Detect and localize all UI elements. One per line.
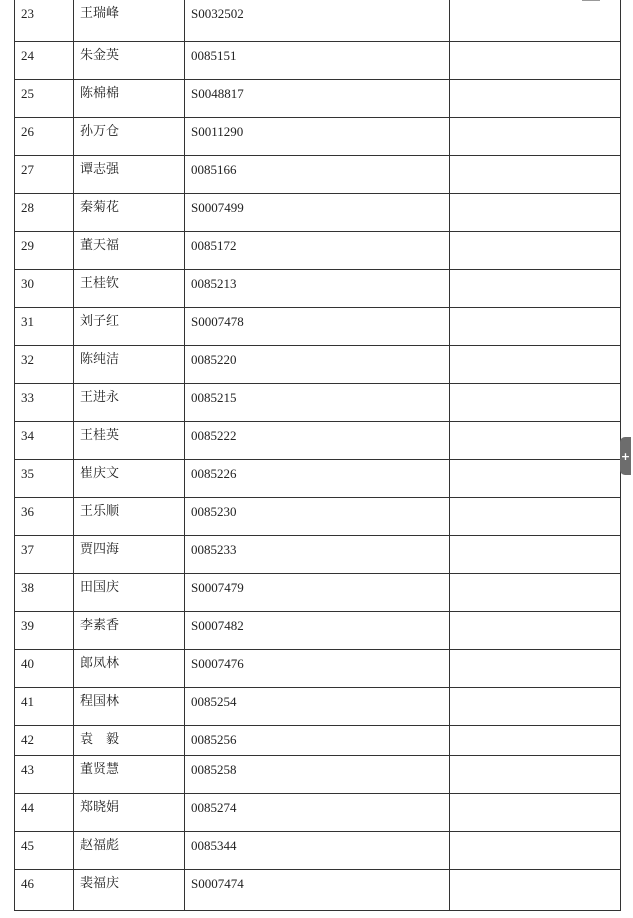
- row-blank-cell: [450, 870, 621, 911]
- row-name: 袁 毅: [74, 726, 185, 756]
- row-number: 24: [15, 42, 74, 80]
- row-id: 0085172: [185, 232, 450, 270]
- table-row: [15, 870, 621, 911]
- row-name: 董天福: [74, 232, 185, 270]
- row-name: 王桂钦: [74, 270, 185, 308]
- row-number: 28: [15, 194, 74, 232]
- row-name: 崔庆文: [74, 460, 185, 498]
- row-blank-cell: [450, 384, 621, 422]
- row-name: 郎凤林: [74, 650, 185, 688]
- row-id: 0085258: [185, 756, 450, 794]
- table-row: [15, 422, 621, 460]
- row-blank-cell: [450, 194, 621, 232]
- row-blank-cell: [450, 346, 621, 384]
- row-id: 0085222: [185, 422, 450, 460]
- roster-table: [14, 0, 621, 911]
- row-name: 陈棉棉: [74, 80, 185, 118]
- row-id: 0085226: [185, 460, 450, 498]
- row-id: S0007474: [185, 870, 450, 911]
- row-blank-cell: [450, 794, 621, 832]
- row-blank-cell: [450, 612, 621, 650]
- table-row: [15, 574, 621, 612]
- row-blank-cell: [450, 688, 621, 726]
- plus-icon: +: [620, 449, 631, 463]
- table-row: [15, 498, 621, 536]
- table-row: [15, 346, 621, 384]
- row-id: S0007478: [185, 308, 450, 346]
- row-id: 0085166: [185, 156, 450, 194]
- row-name: 王桂英: [74, 422, 185, 460]
- row-id: 0085215: [185, 384, 450, 422]
- row-id: 0085254: [185, 688, 450, 726]
- table-row: [15, 308, 621, 346]
- row-number: 25: [15, 80, 74, 118]
- row-number: 40: [15, 650, 74, 688]
- row-blank-cell: [450, 832, 621, 870]
- row-number: 32: [15, 346, 74, 384]
- row-name: 裴福庆: [74, 870, 185, 911]
- row-number: 43: [15, 756, 74, 794]
- row-id: 0085151: [185, 42, 450, 80]
- row-name: 孙万仓: [74, 118, 185, 156]
- row-number: 35: [15, 460, 74, 498]
- row-id: S0011290: [185, 118, 450, 156]
- row-number: 45: [15, 832, 74, 870]
- table-row: [15, 80, 621, 118]
- row-id: S0007499: [185, 194, 450, 232]
- table-row: [15, 650, 621, 688]
- row-number: 27: [15, 156, 74, 194]
- row-name: 赵福彪: [74, 832, 185, 870]
- row-blank-cell: [450, 232, 621, 270]
- row-name: 王进永: [74, 384, 185, 422]
- row-number: 26: [15, 118, 74, 156]
- row-number: 39: [15, 612, 74, 650]
- table-row: [15, 726, 621, 756]
- table-row: [15, 756, 621, 794]
- row-blank-cell: [450, 0, 621, 42]
- row-name: 秦菊花: [74, 194, 185, 232]
- table-row: [15, 794, 621, 832]
- row-number: 36: [15, 498, 74, 536]
- table-row: [15, 194, 621, 232]
- row-name: 董贤慧: [74, 756, 185, 794]
- row-blank-cell: [450, 118, 621, 156]
- row-blank-cell: [450, 498, 621, 536]
- row-number: 29: [15, 232, 74, 270]
- row-id: 0085220: [185, 346, 450, 384]
- row-number: 46: [15, 870, 74, 911]
- row-id: 0085274: [185, 794, 450, 832]
- row-name: 刘子红: [74, 308, 185, 346]
- roster-table-body: [15, 0, 621, 911]
- row-number: 33: [15, 384, 74, 422]
- row-name: 田国庆: [74, 574, 185, 612]
- table-row: [15, 0, 621, 42]
- row-number: 38: [15, 574, 74, 612]
- row-number: 37: [15, 536, 74, 574]
- row-number: 23: [15, 0, 74, 42]
- row-blank-cell: [450, 650, 621, 688]
- table-row: [15, 612, 621, 650]
- row-number: 30: [15, 270, 74, 308]
- table-row: [15, 270, 621, 308]
- table-row: [15, 536, 621, 574]
- row-name: 朱金英: [74, 42, 185, 80]
- row-name: 李素香: [74, 612, 185, 650]
- row-blank-cell: [450, 536, 621, 574]
- row-id: 0085213: [185, 270, 450, 308]
- row-id: 0085230: [185, 498, 450, 536]
- table-row: [15, 232, 621, 270]
- row-id: S0048817: [185, 80, 450, 118]
- row-blank-cell: [450, 308, 621, 346]
- row-number: 41: [15, 688, 74, 726]
- table-row: [15, 42, 621, 80]
- row-id: S0032502: [185, 0, 450, 42]
- row-blank-cell: [450, 726, 621, 756]
- row-blank-cell: [450, 42, 621, 80]
- row-number: 42: [15, 726, 74, 756]
- row-blank-cell: [450, 156, 621, 194]
- row-name: 郑晓娟: [74, 794, 185, 832]
- row-name: 贾四海: [74, 536, 185, 574]
- row-number: 34: [15, 422, 74, 460]
- row-blank-cell: [450, 422, 621, 460]
- row-blank-cell: [450, 756, 621, 794]
- table-row: [15, 688, 621, 726]
- row-name: 王瑞峰: [74, 0, 185, 42]
- row-id: 0085233: [185, 536, 450, 574]
- row-number: 31: [15, 308, 74, 346]
- row-name: 王乐顺: [74, 498, 185, 536]
- table-row: [15, 460, 621, 498]
- table-row: [15, 118, 621, 156]
- row-id: 0085256: [185, 726, 450, 756]
- table-row: [15, 384, 621, 422]
- row-number: 44: [15, 794, 74, 832]
- row-id: S0007476: [185, 650, 450, 688]
- row-name: 程国林: [74, 688, 185, 726]
- row-id: S0007482: [185, 612, 450, 650]
- row-name: 谭志强: [74, 156, 185, 194]
- row-blank-cell: [450, 574, 621, 612]
- row-blank-cell: [450, 80, 621, 118]
- row-blank-cell: [450, 460, 621, 498]
- table-row: [15, 832, 621, 870]
- row-id: 0085344: [185, 832, 450, 870]
- row-name: 陈纯洁: [74, 346, 185, 384]
- row-blank-cell: [450, 270, 621, 308]
- table-row: [15, 156, 621, 194]
- side-expand-tab[interactable]: [620, 437, 631, 475]
- row-id: S0007479: [185, 574, 450, 612]
